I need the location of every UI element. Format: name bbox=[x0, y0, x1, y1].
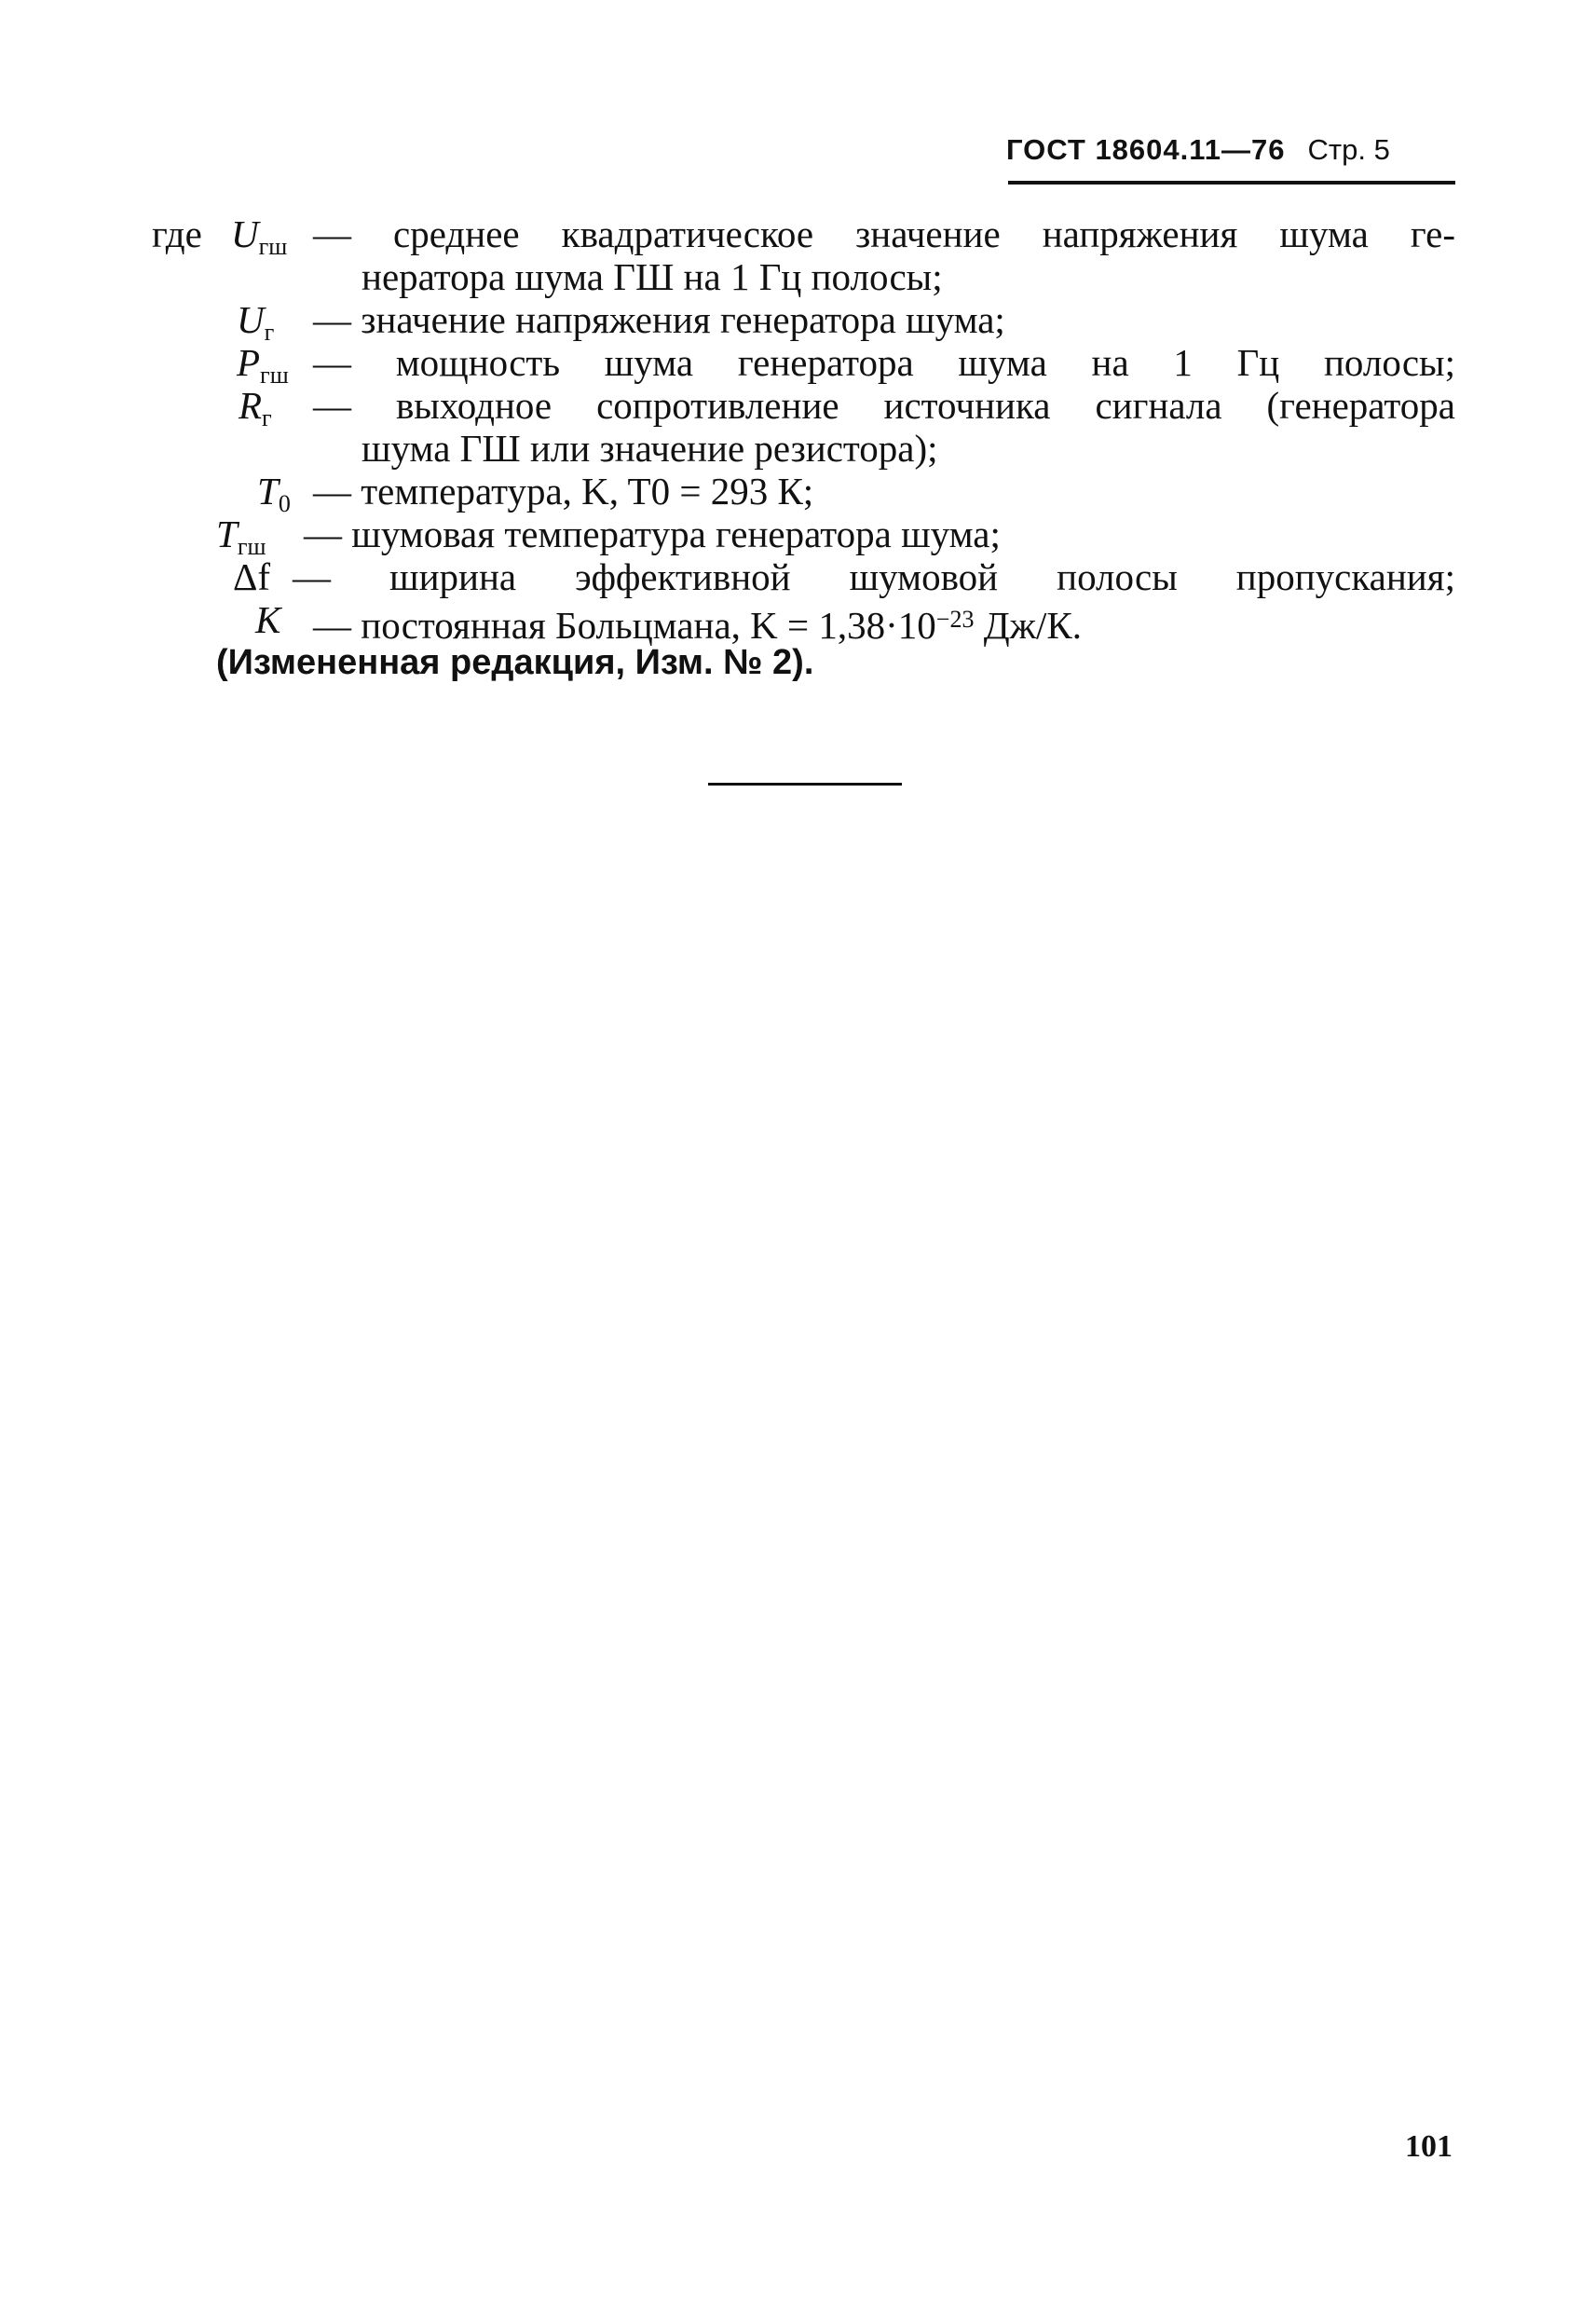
definition-row bbox=[0, 341, 1596, 389]
definition-row bbox=[0, 555, 1596, 598]
symbol: K bbox=[255, 598, 281, 641]
definition-text: — выходное сопротивление источника сигнала (генератора bbox=[313, 384, 1455, 427]
definition-row bbox=[0, 427, 1596, 470]
header-rule bbox=[1008, 181, 1455, 185]
definition-text: — температура, K, T0 = 293 К; bbox=[313, 470, 814, 513]
definition-row bbox=[0, 384, 1596, 431]
page-number: 101 bbox=[1405, 2129, 1453, 2164]
page-label: Стр. 5 bbox=[1307, 133, 1390, 166]
symbol: $U_г$ bbox=[237, 298, 275, 346]
symbol: $P_{гш}$ bbox=[237, 341, 289, 389]
definition-text: — ширина эффективной шумовой полосы пропускания; bbox=[293, 555, 1455, 598]
definition-text: — мощность шума генератора шума на 1 Гц полосы; bbox=[313, 341, 1455, 384]
page-header bbox=[1006, 127, 1453, 183]
definitions-block bbox=[0, 212, 1596, 688]
definition-text: — шумовая температура генератора шума; bbox=[304, 513, 1001, 555]
symbol: $R_г$ bbox=[239, 384, 272, 431]
symbol: $T_{гш}$ bbox=[216, 513, 266, 560]
definition-text: нератора шума ГШ на 1 Гц полосы; bbox=[361, 255, 943, 298]
definition-text: — среднее квадратическое значение напряжения шума ге- bbox=[313, 212, 1455, 255]
end-rule bbox=[708, 783, 902, 786]
definition-text: — значение напряжения генератора шума; bbox=[313, 298, 1005, 341]
definition-row bbox=[0, 513, 1596, 560]
definition-row bbox=[0, 298, 1596, 346]
standard-number: ГОСТ 18604.11—76 bbox=[1006, 133, 1286, 166]
definition-text: шума ГШ или значение резистора); bbox=[361, 427, 938, 470]
amendment-note: (Измененная редакция, Изм. № 2). bbox=[216, 643, 814, 682]
symbol: Δf bbox=[233, 555, 271, 598]
lead-word: где bbox=[152, 212, 202, 255]
definition-row bbox=[0, 212, 1596, 260]
definition-row bbox=[0, 598, 1596, 647]
symbol: $T_0$ bbox=[257, 470, 291, 517]
symbol: $U_{гш}$ bbox=[231, 212, 288, 260]
definition-text: — постоянная Больцмана, $K = 1,38\cdot 10^{-23}$ Дж/К. bbox=[313, 604, 1083, 647]
definition-row bbox=[0, 255, 1596, 298]
amendment-row bbox=[0, 641, 1596, 688]
definition-row bbox=[0, 470, 1596, 517]
